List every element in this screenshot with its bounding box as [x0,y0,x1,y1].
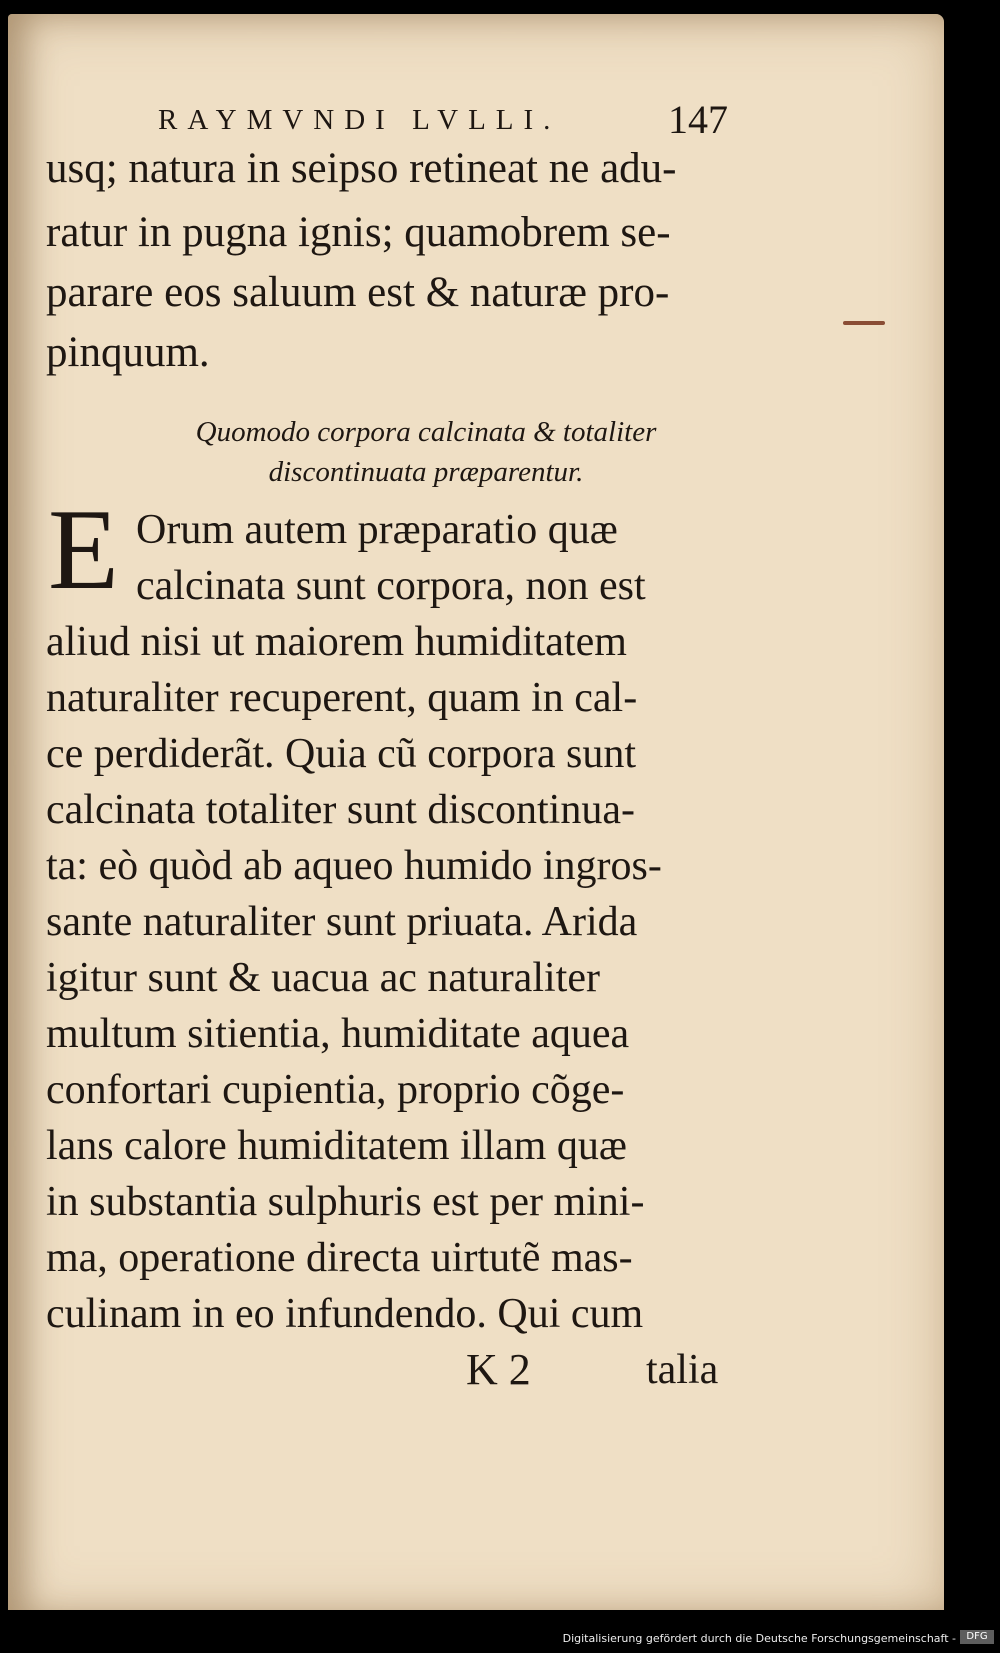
catchword: talia [646,1347,719,1393]
body-line-3: aliud nisi ut maiorem humiditatem [46,619,627,665]
body-line-11: confortari cupientia, proprio cõge- [46,1067,625,1113]
digitization-credit: Digitalisierung gefördert durch die Deutsche Forschungsgemeinschaft - [562,1632,956,1645]
section-heading-line-2: discontinuata præparentur. [268,456,584,488]
text-line-3: parare eos saluum est & naturæ pro- [46,269,670,316]
body-line-8: sante naturaliter sunt priuata. Arida [46,899,638,945]
section-heading-line-1: Quomodo corpora calcinata & totaliter [195,416,657,448]
body-line-1: Orum autem præparatio quæ [136,507,618,553]
page-number: 147 [668,97,728,142]
dfg-logo: DFG [960,1630,994,1644]
body-line-2: calcinata sunt corpora, non est [136,563,646,609]
text-line-4: pinquum. [46,329,210,376]
book-page [8,14,944,1618]
running-head [158,94,728,142]
drop-cap-initial: E [48,486,119,614]
body-line-5: ce perdiderãt. Quia cũ corpora sunt [46,731,637,777]
body-line-12: lans calore humiditatem illam quæ [46,1123,627,1169]
running-title: RAYMVNDI LVLLI. [158,104,561,136]
body-line-14: ma, operatione directa uirtutẽ mas- [46,1235,633,1281]
text-line-1: usq; natura in seipso retineat ne adu- [46,145,677,192]
signature-mark: K 2 [466,1345,531,1394]
page-text-block [36,14,756,1618]
margin-ink-mark [843,321,885,325]
body-line-6: calcinata totaliter sunt discontinua- [46,787,635,833]
body-line-10: multum sitientia, humiditate aquea [46,1011,630,1057]
body-line-4: naturaliter recuperent, quam in cal- [46,675,638,721]
body-line-13: in substantia sulphuris est per mini- [46,1179,645,1225]
text-line-2: ratur in pugna ignis; quamobrem se- [46,209,671,256]
body-line-15: culinam in eo infundendo. Qui cum [46,1291,644,1337]
body-line-7: ta: eò quòd ab aqueo humido ingros- [46,843,662,889]
body-line-9: igitur sunt & uacua ac naturaliter [46,955,600,1001]
